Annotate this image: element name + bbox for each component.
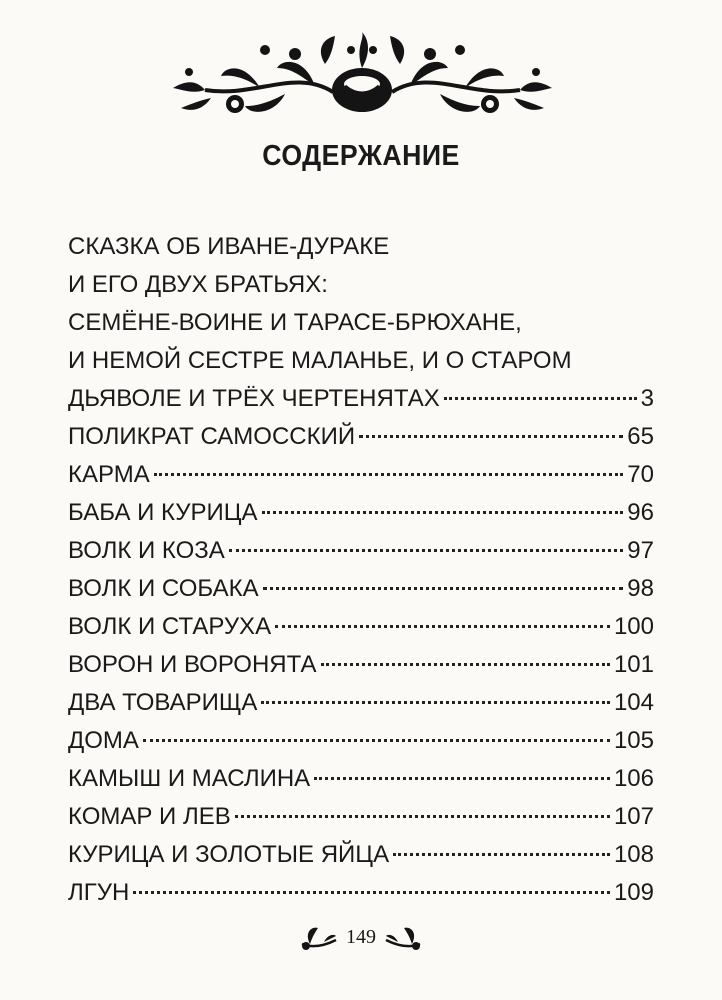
toc-entry-page: 106 <box>613 765 654 792</box>
toc-entry-page: 97 <box>627 537 654 564</box>
dot-leader <box>275 625 610 628</box>
toc-entry-page: 101 <box>613 651 654 678</box>
dot-leader <box>263 587 624 590</box>
toc-intro-line: И ЕГО ДВУХ БРАТЬЯХ: <box>68 271 328 298</box>
toc-entry-page: 104 <box>613 689 654 716</box>
toc-entry-title: ДВА ТОВАРИЩА <box>68 689 258 716</box>
toc-entry-page: 3 <box>640 385 654 412</box>
toc-entry <box>68 874 654 912</box>
toc-entry-page: 109 <box>613 879 654 906</box>
dot-leader <box>261 701 610 704</box>
toc-entry <box>68 570 654 608</box>
toc-entry <box>68 836 654 874</box>
floral-sprig-icon <box>384 922 424 952</box>
toc-entry <box>68 760 654 798</box>
toc-entry-title: КАРМА <box>68 461 150 488</box>
folk-floral-ornament-icon <box>165 28 560 124</box>
dot-leader <box>359 435 623 438</box>
toc-entry <box>68 456 654 494</box>
toc-entry-page: 70 <box>627 461 654 488</box>
toc-intro-line: И НЕМОЙ СЕСТРЕ МАЛАНЬЕ, И О СТАРОМ <box>68 347 572 374</box>
toc-entry-page: 105 <box>613 727 654 754</box>
toc-entry <box>68 494 654 532</box>
toc-intro-line: СЕМЁНЕ-ВОИНЕ И ТАРАСЕ-БРЮХАНЕ, <box>68 309 522 336</box>
toc-entry-title: ДЬЯВОЛЕ И ТРЁХ ЧЕРТЕНЯТАХ <box>68 385 440 412</box>
dot-leader <box>133 891 610 894</box>
toc-entry-title: КАМЫШ И МАСЛИНА <box>68 765 311 792</box>
dot-leader <box>321 663 610 666</box>
toc-entry-page: 107 <box>613 803 654 830</box>
toc-entry <box>68 418 654 456</box>
dot-leader <box>235 815 610 818</box>
toc-entry-title: ВОЛК И СТАРУХА <box>68 613 272 640</box>
dot-leader <box>314 777 610 780</box>
toc-entry-title: КОМАР И ЛЕВ <box>68 803 231 830</box>
table-of-contents <box>68 228 654 912</box>
toc-entry <box>68 380 654 418</box>
toc-entry-title: ВОЛК И КОЗА <box>68 537 225 564</box>
toc-entry <box>68 532 654 570</box>
toc-entry-title: ПОЛИКРАТ САМОССКИЙ <box>68 423 356 450</box>
toc-entry <box>68 608 654 646</box>
toc-entry-title: ЛГУН <box>68 879 130 906</box>
page-number: 149 <box>346 925 376 948</box>
toc-entry <box>68 684 654 722</box>
toc-entry-page: 108 <box>613 841 654 868</box>
toc-entry-title: ВОЛК И СОБАКА <box>68 575 259 602</box>
toc-entry-page: 100 <box>613 613 654 640</box>
dot-leader <box>143 739 610 742</box>
toc-entry <box>68 722 654 760</box>
toc-entry-title: КУРИЦА И ЗОЛОТЫЕ ЯЙЦА <box>68 841 390 868</box>
dot-leader <box>229 549 623 552</box>
page-footer <box>0 922 722 952</box>
toc-entry <box>68 798 654 836</box>
dot-leader <box>444 397 637 400</box>
toc-entry-page: 98 <box>627 575 654 602</box>
toc-entry <box>68 646 654 684</box>
dot-leader <box>154 473 624 476</box>
toc-intro-line: СКАЗКА ОБ ИВАНЕ-ДУРАКЕ <box>68 233 390 260</box>
page-title: СОДЕРЖАНИЕ <box>262 140 460 172</box>
dot-leader <box>262 511 624 514</box>
toc-entry-page: 65 <box>627 423 654 450</box>
toc-entry-title: ВОРОН И ВОРОНЯТА <box>68 651 317 678</box>
floral-sprig-icon <box>298 922 338 952</box>
dot-leader <box>393 853 610 856</box>
toc-entry-title: ДОМА <box>68 727 139 754</box>
toc-entry-title: БАБА И КУРИЦА <box>68 499 258 526</box>
toc-entry-page: 96 <box>627 499 654 526</box>
